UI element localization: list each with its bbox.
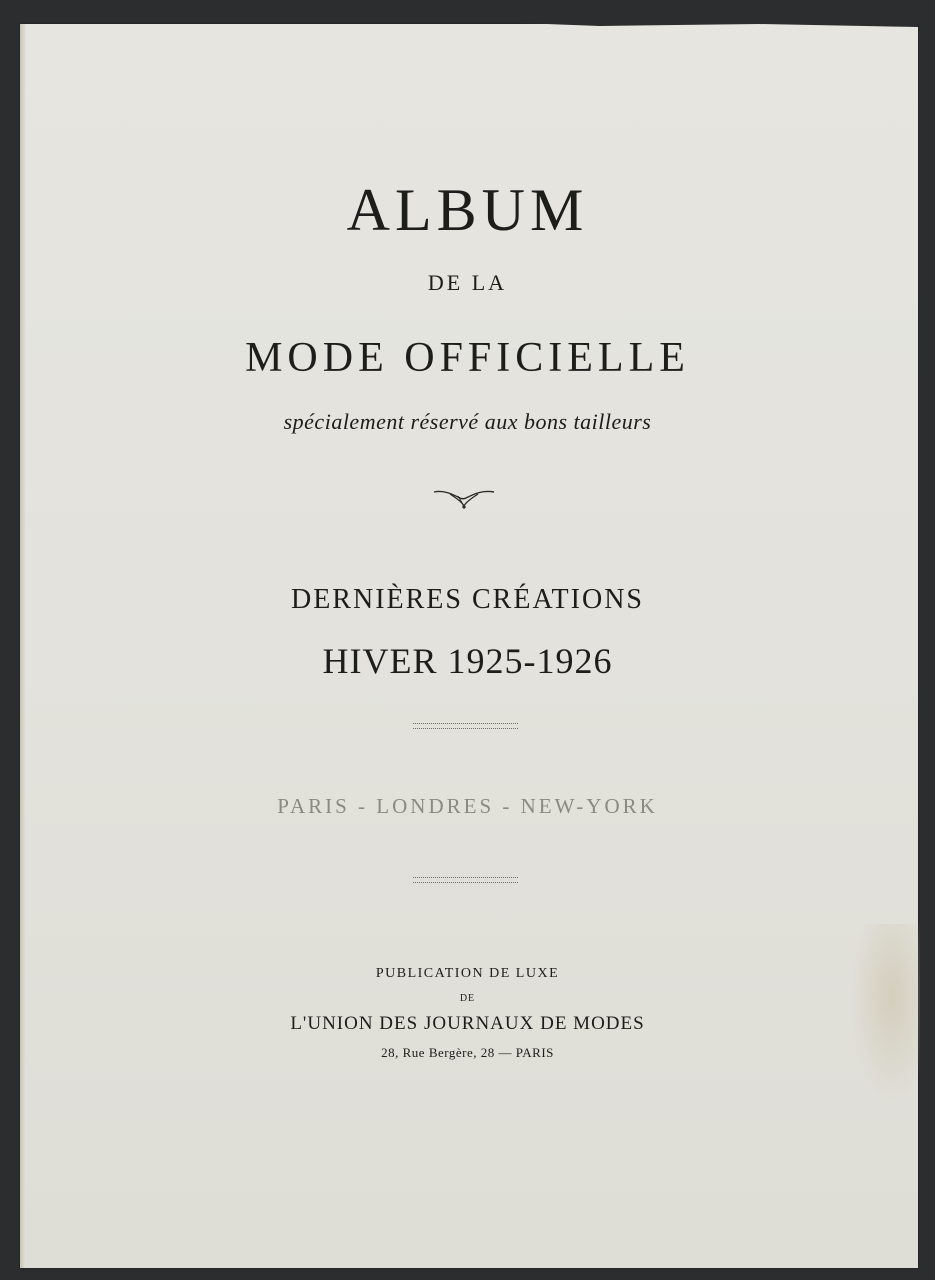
publication-joiner: DE: [459, 993, 476, 1004]
dotted-rule-divider: [413, 877, 518, 883]
flourish-ornament-icon: [432, 484, 496, 510]
torn-top-edge: [520, 21, 918, 31]
title-joiner: DE LA: [427, 270, 508, 295]
section-heading: DERNIÈRES CRÉATIONS: [290, 584, 644, 615]
dotted-rule-divider: [413, 723, 518, 729]
page-title: ALBUM: [346, 177, 589, 243]
subtitle: spécialement réservé aux bons tailleurs: [283, 409, 652, 434]
publisher-name: L'UNION DES JOURNAUX DE MODES: [290, 1013, 645, 1034]
season-title: HIVER 1925-1926: [322, 641, 613, 681]
publisher-address: 28, Rue Bergère, 28 — PARIS: [381, 1045, 554, 1060]
cities-line: PARIS - LONDRES - NEW-YORK: [277, 794, 658, 818]
title-main: MODE OFFICIELLE: [245, 335, 690, 381]
publication-line: PUBLICATION DE LUXE: [375, 966, 560, 981]
